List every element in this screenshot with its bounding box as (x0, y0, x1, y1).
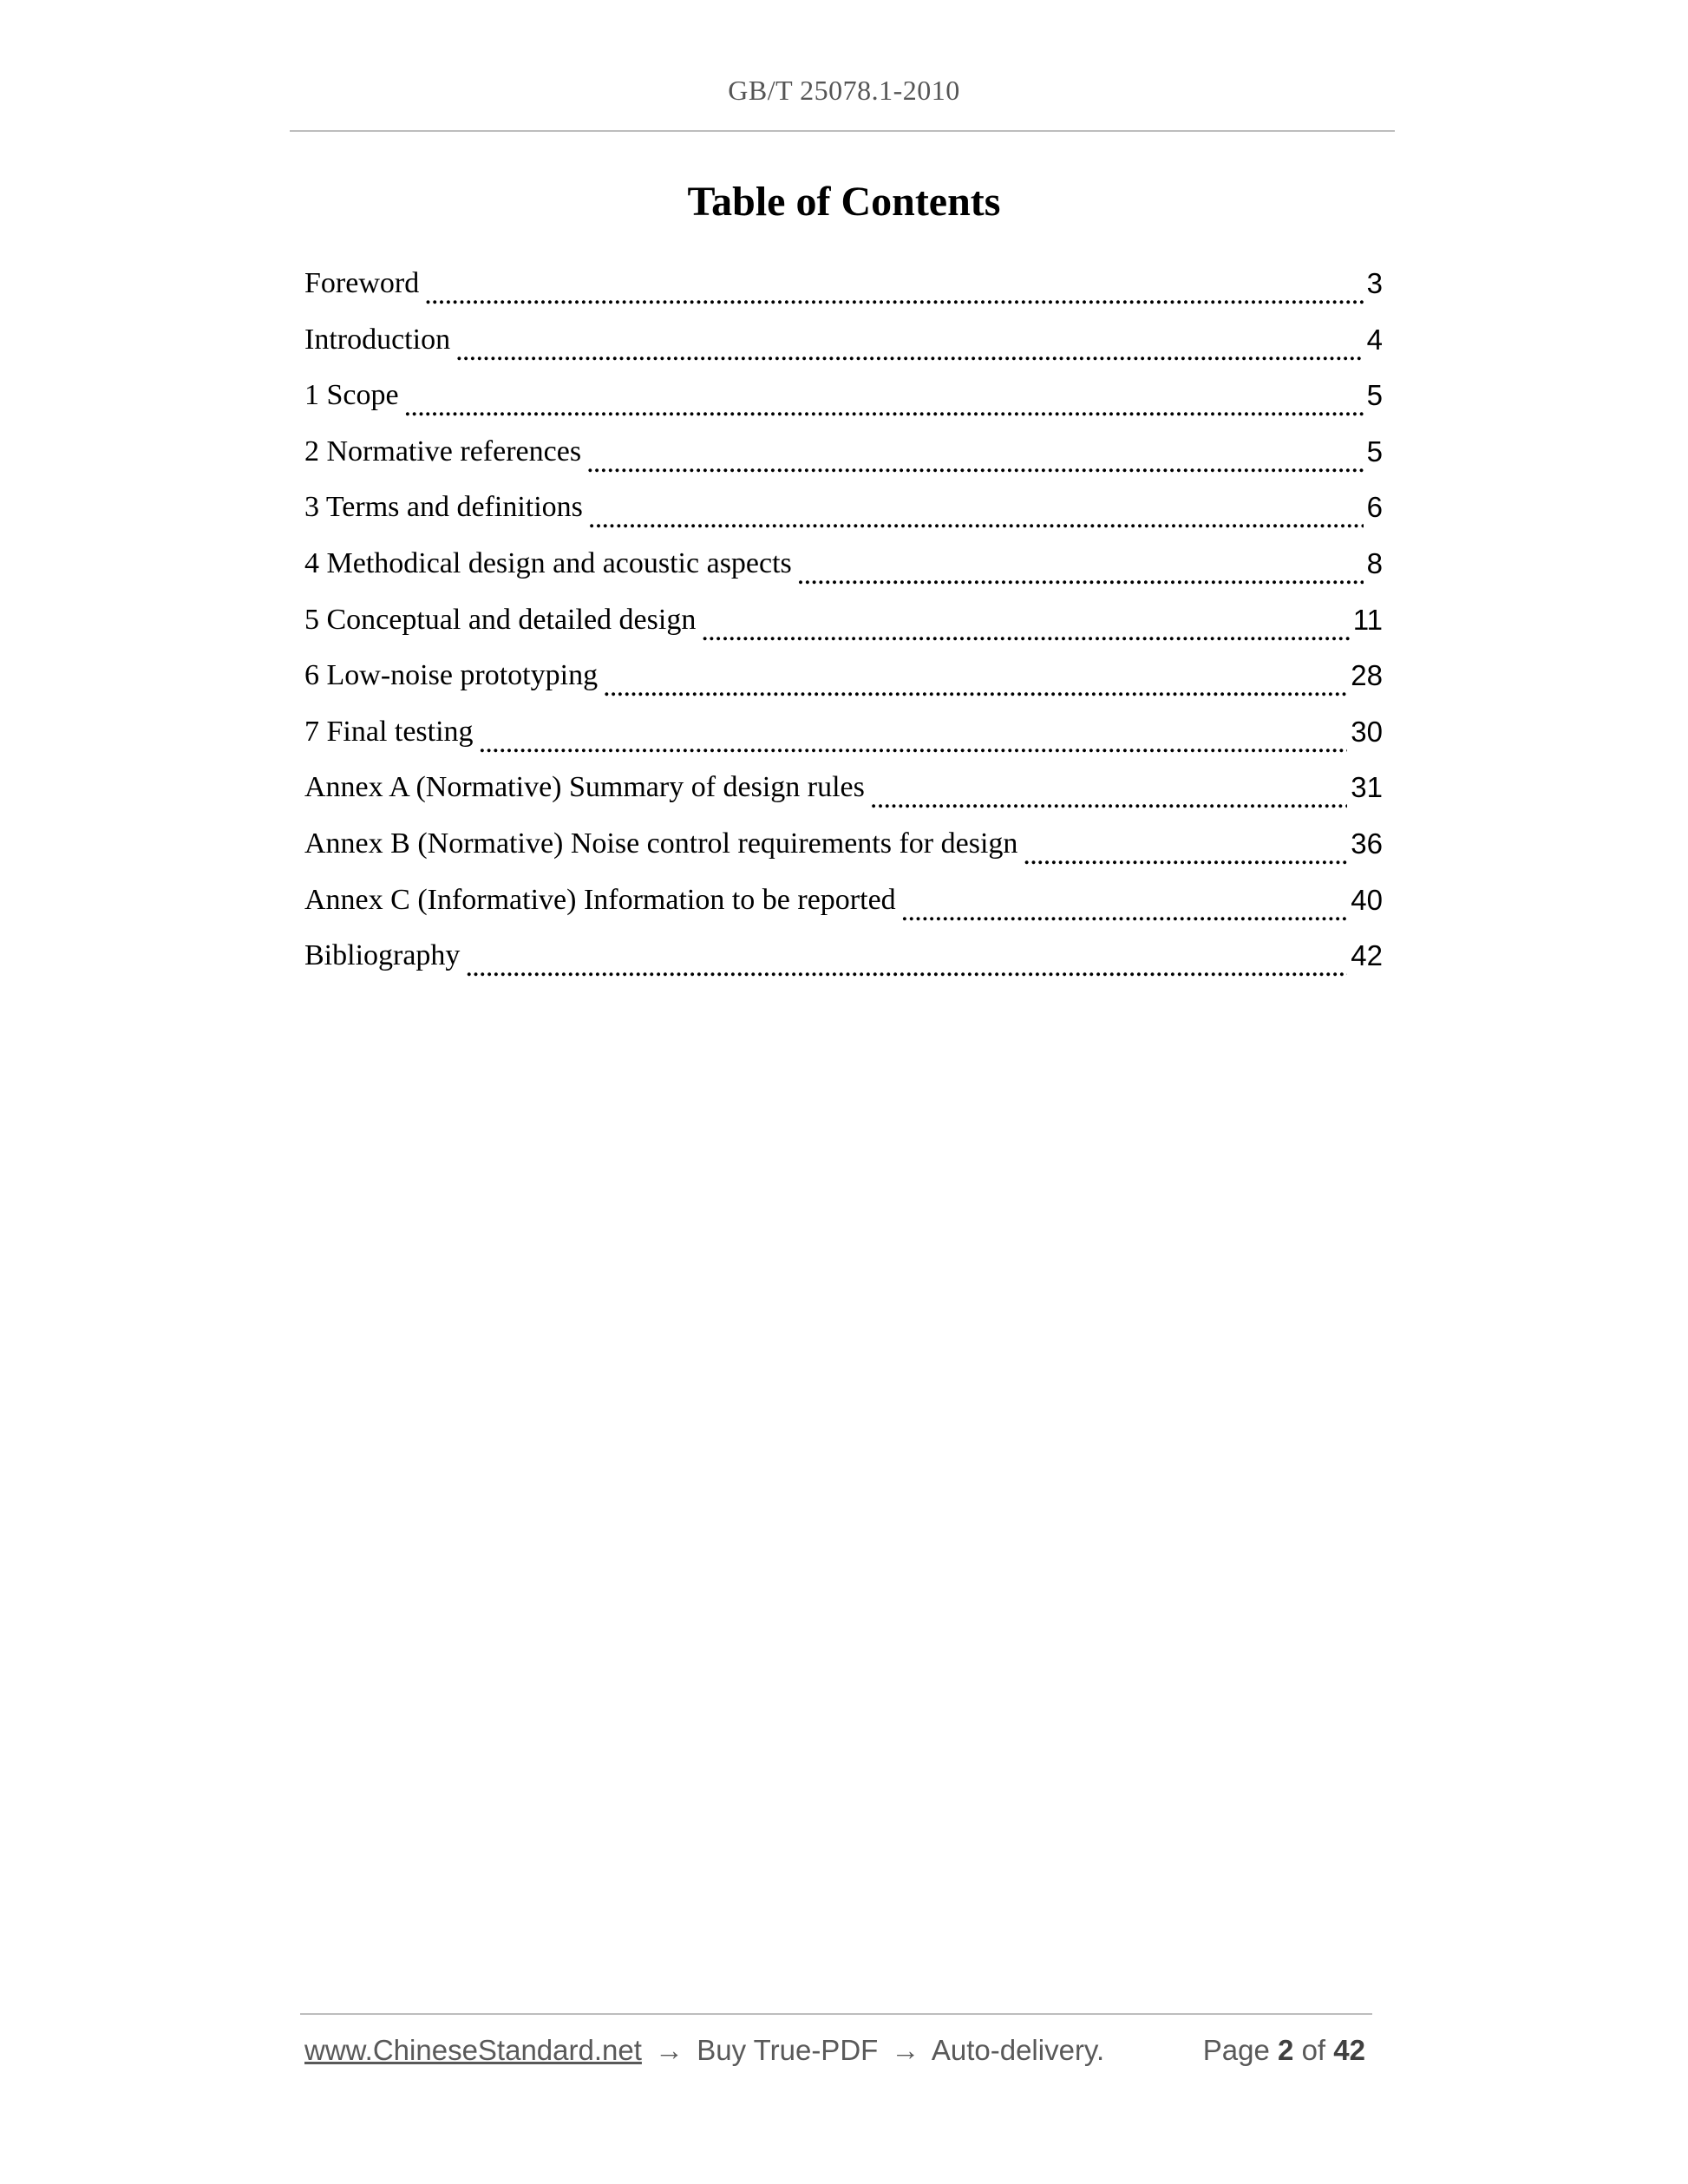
toc-entry-label: Annex C (Informative) Information to be reported . . . (304, 884, 901, 916)
toc-entry-label: Annex A (Normative) Summary of design rules . . . (304, 771, 870, 803)
toc-entry-page: 28 (1347, 648, 1383, 704)
toc-entry-label: Annex B (Normative) Noise control requirements for design . . . (304, 827, 1023, 860)
footer-promo (304, 2034, 1104, 2067)
toc-entry-page: 11 (1350, 592, 1383, 649)
page-total: 42 (1333, 2034, 1365, 2066)
toc-entry-page: 36 (1347, 816, 1383, 873)
toc-entry-foreword[interactable] (304, 256, 1383, 312)
header-divider (290, 130, 1395, 132)
toc-entry-label: 6 Low-noise prototyping . . . (304, 659, 603, 691)
footer-divider (300, 2013, 1372, 2015)
page-footer (304, 2034, 1376, 2072)
buy-pdf-text: Buy True-PDF (697, 2034, 879, 2066)
website-link[interactable]: www.ChineseStandard.net (304, 2034, 642, 2066)
toc-entry-label: Bibliography . . . (304, 939, 465, 971)
toc-entry-label: 1 Scope . . . (304, 379, 404, 411)
toc-entry-annex-c[interactable] (304, 873, 1383, 929)
page-number (1203, 2034, 1365, 2067)
toc-entry-conceptual-design[interactable] (304, 592, 1383, 649)
toc-entry-page: 5 (1364, 368, 1383, 424)
table-of-contents (304, 256, 1383, 984)
toc-entry-label: 7 Final testing . . . (304, 716, 479, 748)
toc-entry-page: 3 (1364, 256, 1383, 312)
toc-entry-label: 5 Conceptual and detailed design . . . (304, 604, 701, 636)
page-title: Table of Contents (687, 179, 1001, 225)
toc-entry-page: 8 (1364, 536, 1383, 592)
page-current: 2 (1278, 2034, 1294, 2066)
toc-entry-label: 2 Normative references . . . (304, 435, 586, 468)
toc-entry-label: 3 Terms and definitions . . . (304, 491, 588, 523)
toc-entry-page: 5 (1364, 424, 1383, 481)
arrow-right-icon: → (655, 2034, 684, 2066)
toc-entry-page: 31 (1347, 760, 1383, 816)
auto-delivery-text: Auto-delivery. (931, 2034, 1105, 2066)
toc-entry-label: 4 Methodical design and acoustic aspects . . . (304, 547, 797, 579)
toc-entry-terms-definitions[interactable] (304, 480, 1383, 536)
toc-entry-page: 30 (1347, 704, 1383, 761)
toc-entry-page: 42 (1347, 928, 1383, 984)
toc-entry-annex-b[interactable] (304, 816, 1383, 873)
toc-entry-label: Foreword . . . (304, 267, 424, 299)
toc-entry-page: 6 (1364, 480, 1383, 536)
page-label: Page (1202, 2034, 1270, 2066)
toc-entry-methodical-design[interactable] (304, 536, 1383, 592)
arrow-right-icon: → (891, 2034, 920, 2066)
toc-entry-page: 40 (1347, 873, 1383, 929)
toc-entry-annex-a[interactable] (304, 760, 1383, 816)
toc-entry-page: 4 (1364, 312, 1383, 369)
toc-entry-scope[interactable] (304, 368, 1383, 424)
toc-entry-normative-references[interactable] (304, 424, 1383, 481)
toc-entry-introduction[interactable] (304, 312, 1383, 369)
document-header: GB/T 25078.1-2010 (728, 75, 960, 106)
toc-entry-label: Introduction . . . (304, 324, 455, 356)
toc-entry-bibliography[interactable] (304, 928, 1383, 984)
toc-entry-final-testing[interactable] (304, 704, 1383, 761)
page-of-label: of (1301, 2034, 1326, 2066)
toc-entry-low-noise-prototyping[interactable] (304, 648, 1383, 704)
